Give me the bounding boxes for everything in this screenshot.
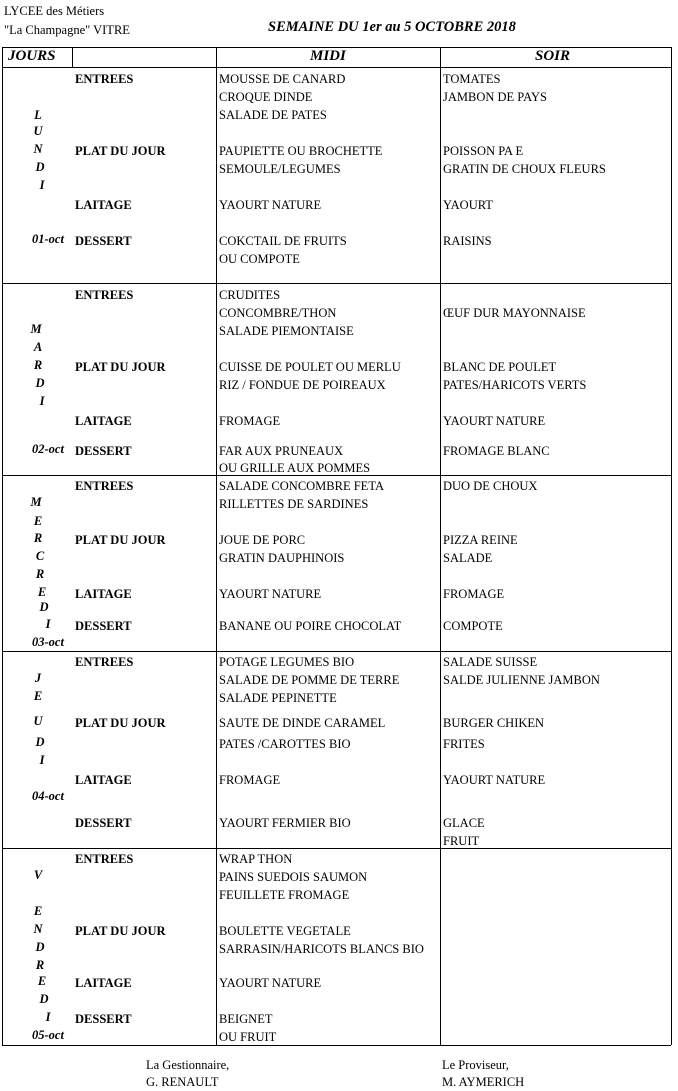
column-divider-soir bbox=[440, 47, 441, 1045]
midi-item: FAR AUX PRUNEAUX bbox=[219, 444, 344, 458]
category-label: ENTREES bbox=[75, 479, 134, 493]
midi-item: FROMAGE bbox=[219, 414, 281, 428]
day-letter: E bbox=[37, 585, 47, 599]
school-location: "La Champagne" VITRE bbox=[4, 23, 130, 37]
category-label: LAITAGE bbox=[75, 198, 132, 212]
day-letter: C bbox=[35, 549, 45, 563]
midi-item: OU GRILLE AUX POMMES bbox=[219, 461, 371, 475]
soir-item: RAISINS bbox=[443, 234, 492, 248]
category-label: DESSERT bbox=[75, 619, 132, 633]
soir-item: GLACE bbox=[443, 816, 485, 830]
midi-item: YAOURT NATURE bbox=[219, 198, 322, 212]
category-label: ENTREES bbox=[75, 288, 134, 302]
category-label: DESSERT bbox=[75, 234, 132, 248]
midi-item: RIZ / FONDUE DE POIREAUX bbox=[219, 378, 386, 392]
category-label: LAITAGE bbox=[75, 587, 132, 601]
day-letter: M bbox=[30, 322, 42, 336]
midi-item: COKCTAIL DE FRUITS bbox=[219, 234, 347, 248]
midi-item: POTAGE LEGUMES BIO bbox=[219, 655, 355, 669]
midi-item: SALADE DE POMME DE TERRE bbox=[219, 673, 400, 687]
table-border-bottom bbox=[2, 1045, 671, 1046]
soir-item: SALDE JULIENNE JAMBON bbox=[443, 673, 600, 687]
day-date: 01-oct bbox=[32, 232, 64, 246]
midi-item: MOUSSE DE CANARD bbox=[219, 72, 346, 86]
column-divider-header bbox=[72, 47, 73, 67]
day-letter: I bbox=[45, 1010, 51, 1024]
category-label: PLAT DU JOUR bbox=[75, 144, 166, 158]
midi-item: OU FRUIT bbox=[219, 1030, 277, 1044]
day-letter: D bbox=[35, 735, 45, 749]
soir-item: JAMBON DE PAYS bbox=[443, 90, 547, 104]
soir-item: BURGER CHIKEN bbox=[443, 716, 545, 730]
midi-item: BOULETTE VEGETALE bbox=[219, 924, 351, 938]
day-letter: R bbox=[33, 531, 43, 545]
midi-item: SEMOULE/LEGUMES bbox=[219, 162, 341, 176]
category-label: DESSERT bbox=[75, 1012, 132, 1026]
category-label: ENTREES bbox=[75, 852, 134, 866]
category-label: ENTREES bbox=[75, 72, 134, 86]
midi-item: FEUILLETE FROMAGE bbox=[219, 888, 350, 902]
category-label: LAITAGE bbox=[75, 773, 132, 787]
day-letter: I bbox=[39, 753, 45, 767]
soir-item: YAOURT bbox=[443, 198, 493, 212]
day-letter: D bbox=[39, 600, 49, 614]
category-label: LAITAGE bbox=[75, 414, 132, 428]
midi-item: CROQUE DINDE bbox=[219, 90, 313, 104]
midi-item: BANANE OU POIRE CHOCOLAT bbox=[219, 619, 402, 633]
day-letter: M bbox=[30, 495, 42, 509]
midi-item: SALADE CONCOMBRE FETA bbox=[219, 479, 384, 493]
soir-item: YAOURT NATURE bbox=[443, 414, 546, 428]
table-border-left bbox=[2, 47, 3, 1045]
midi-item: CONCOMBRE/THON bbox=[219, 306, 337, 320]
midi-item: SAUTE DE DINDE CARAMEL bbox=[219, 716, 386, 730]
page-title: SEMAINE DU 1er au 5 OCTOBRE 2018 bbox=[268, 19, 516, 35]
soir-item: FRITES bbox=[443, 737, 485, 751]
midi-item: YAOURT FERMIER BIO bbox=[219, 816, 351, 830]
midi-item: JOUE DE PORC bbox=[219, 533, 306, 547]
category-label: DESSERT bbox=[75, 444, 132, 458]
soir-item: PIZZA REINE bbox=[443, 533, 518, 547]
soir-item: FROMAGE BLANC bbox=[443, 444, 550, 458]
gestionnaire-name: G. RENAULT bbox=[146, 1075, 219, 1089]
category-label: PLAT DU JOUR bbox=[75, 716, 166, 730]
midi-item: PAUPIETTE OU BROCHETTE bbox=[219, 144, 383, 158]
day-letter: D bbox=[35, 940, 45, 954]
day-letter: D bbox=[35, 376, 45, 390]
category-label: DESSERT bbox=[75, 816, 132, 830]
midi-item: SALADE DE PATES bbox=[219, 108, 327, 122]
soir-item: ŒUF DUR MAYONNAISE bbox=[443, 306, 586, 320]
midi-item: CUISSE DE POULET OU MERLU bbox=[219, 360, 401, 374]
midi-item: YAOURT NATURE bbox=[219, 587, 322, 601]
soir-item: DUO DE CHOUX bbox=[443, 479, 538, 493]
day-separator bbox=[2, 283, 671, 284]
midi-item: OU COMPOTE bbox=[219, 252, 300, 266]
day-letter: V bbox=[33, 868, 43, 882]
day-date: 03-oct bbox=[32, 635, 64, 649]
day-date: 04-oct bbox=[32, 789, 64, 803]
day-letter: U bbox=[33, 714, 43, 728]
day-letter: J bbox=[34, 671, 42, 685]
day-date: 02-oct bbox=[32, 442, 64, 456]
soir-item: GRATIN DE CHOUX FLEURS bbox=[443, 162, 606, 176]
day-letter: I bbox=[45, 617, 51, 631]
midi-item: RILLETTES DE SARDINES bbox=[219, 497, 369, 511]
midi-item: SALADE PIEMONTAISE bbox=[219, 324, 354, 338]
soir-item: FROMAGE bbox=[443, 587, 505, 601]
proviseur-name: M. AYMERICH bbox=[442, 1075, 525, 1089]
day-letter: L bbox=[34, 108, 42, 122]
soir-item: SALADE bbox=[443, 551, 493, 565]
day-letter: N bbox=[33, 922, 43, 936]
column-divider-midi bbox=[216, 47, 217, 1045]
day-letter: N bbox=[33, 142, 43, 156]
category-label: PLAT DU JOUR bbox=[75, 924, 166, 938]
soir-item: YAOURT NATURE bbox=[443, 773, 546, 787]
midi-item: BEIGNET bbox=[219, 1012, 273, 1026]
day-letter: I bbox=[39, 394, 45, 408]
column-header-soir: SOIR bbox=[535, 48, 571, 64]
soir-item: TOMATES bbox=[443, 72, 501, 86]
day-letter: E bbox=[37, 974, 47, 988]
table-border-right bbox=[671, 47, 672, 1045]
category-label: LAITAGE bbox=[75, 976, 132, 990]
midi-item: YAOURT NATURE bbox=[219, 976, 322, 990]
soir-item: PATES/HARICOTS VERTS bbox=[443, 378, 587, 392]
day-letter: R bbox=[33, 358, 43, 372]
column-header-jours: JOURS bbox=[8, 48, 56, 64]
day-letter: E bbox=[33, 904, 43, 918]
soir-item: COMPOTE bbox=[443, 619, 503, 633]
day-letter: A bbox=[33, 340, 43, 354]
day-letter: D bbox=[35, 160, 45, 174]
soir-item: FRUIT bbox=[443, 834, 480, 848]
day-letter: U bbox=[33, 124, 43, 138]
category-label: ENTREES bbox=[75, 655, 134, 669]
day-separator bbox=[2, 651, 671, 652]
day-separator bbox=[2, 848, 671, 849]
proviseur-title: Le Proviseur, bbox=[442, 1058, 509, 1072]
midi-item: SALADE PEPINETTE bbox=[219, 691, 337, 705]
gestionnaire-title: La Gestionnaire, bbox=[146, 1058, 230, 1072]
midi-item: PAINS SUEDOIS SAUMON bbox=[219, 870, 368, 884]
day-date: 05-oct bbox=[32, 1028, 64, 1042]
midi-item: GRATIN DAUPHINOIS bbox=[219, 551, 345, 565]
day-letter: R bbox=[35, 567, 45, 581]
day-letter: E bbox=[33, 689, 43, 703]
category-label: PLAT DU JOUR bbox=[75, 533, 166, 547]
soir-item: BLANC DE POULET bbox=[443, 360, 557, 374]
header-separator bbox=[2, 67, 671, 68]
midi-item: CRUDITES bbox=[219, 288, 281, 302]
soir-item: SALADE SUISSE bbox=[443, 655, 538, 669]
day-letter: E bbox=[33, 514, 43, 528]
school-name: LYCEE des Métiers bbox=[4, 4, 105, 18]
midi-item: WRAP THON bbox=[219, 852, 293, 866]
day-letter: R bbox=[35, 958, 45, 972]
midi-item: PATES /CAROTTES BIO bbox=[219, 737, 351, 751]
soir-item: POISSON PA E bbox=[443, 144, 524, 158]
midi-item: SARRASIN/HARICOTS BLANCS BIO bbox=[219, 942, 424, 956]
day-letter: D bbox=[39, 992, 49, 1006]
column-header-midi: MIDI bbox=[310, 48, 346, 64]
midi-item: FROMAGE bbox=[219, 773, 281, 787]
category-label: PLAT DU JOUR bbox=[75, 360, 166, 374]
day-letter: I bbox=[39, 178, 45, 192]
